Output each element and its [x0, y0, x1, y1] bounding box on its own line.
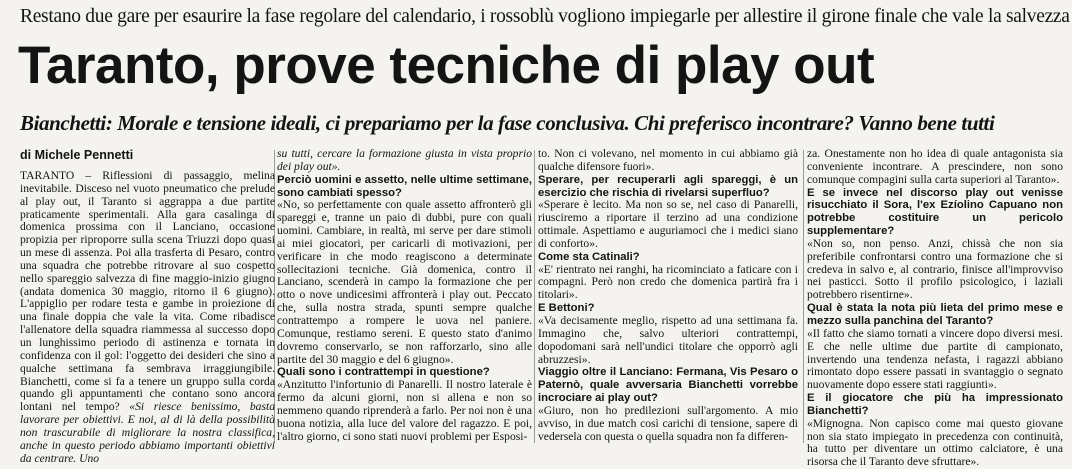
interview-question: E il giocatore che più ha impressionato Bianchetti? [807, 392, 1063, 417]
byline: di Michele Pennetti [20, 148, 134, 162]
article-column-1 [20, 169, 275, 465]
article-paragraph: TARANTO – Riflessioni di passaggio, melina inevitabile. Disceso nel vuoto pneumatico che prelude al play out, il Taranto si aggrappa a due partite praticamente sperimentali. Alla gara casalinga di domenica prossima con il Lanciano, occasione propizia per riproporre sulla scena Triuzzi dopo quasi un mese di assenza. Poi alla trasferta di Pesaro, contro una squadra che potrebbe ritrovare al suo cospetto nello spareggio salvezza di fine maggio-inizio giugno (andata domenica 30 maggio, ritorno il 6 giugno). L'appiglio per rodare testa e gambe in proiezione di una finale doppia che vale la vita. Come ribadisce l'allenatore della squadra riammessa al successo dopo un lunghissimo periodo di astinenza e tornata in confidenza con il gol: l'oggetto dei desideri che sino a qualche settimana fa sembrava irraggiungibile. Bianchetti, come si fa a tenere un gruppo sulla corda quando gli appuntamenti che contano sono ancora lontani nel tempo? «Si riesce benissimo, basta lavorare per obiettivi. E noi, al di là della possibilità non trascurabile di migliorare la nostra classifica, anche in questo periodo abbiamo importanti obiettivi da centrare. Uno [20, 169, 275, 465]
article-column-2 [277, 148, 532, 443]
interview-answer: «Il fatto che siamo tornati a vincere dopo diversi mesi. E che nelle ultime due partite di campionato, invertendo una tendenza nefasta, i ragazzi abbiano rimontato dopo essere passati in svantaggio o segnato nuovamente dopo essere stati raggiunti». [807, 326, 1063, 392]
subheadline: Bianchetti: Morale e tensione ideali, ci prepariamo per la fase conclusiva. Chi preferisco incontrare? Vanno bene tutti [20, 111, 995, 135]
interview-question: Sperare, per recuperarli agli spareggi, è un esercizio che rischia di rivelarsi superfluo? [538, 173, 798, 199]
article-paragraph: su tutti, cercare la formazione giusta in vista proprio dei play out». [277, 147, 532, 173]
interview-answer: «E' rientrato nei ranghi, ha ricominciato a faticare con i compagni. Però non credo che domenica partirà fra i titolari». [538, 262, 798, 302]
headline: Taranto, prove tecniche di play out [18, 36, 875, 95]
interview-question: Come sta Catinali? [538, 250, 640, 263]
column-divider [803, 150, 804, 443]
interview-question: Qual è stata la nota più lieta del primo mese e mezzo sulla panchina del Taranto? [807, 302, 1063, 327]
kicker: Restano due gare per esaurire la fase regolare del calendario, i rossoblù vogliono impiegarle per allestire il girone finale che vale la salvezza [20, 6, 1070, 27]
interview-question: E Bettoni? [538, 302, 595, 315]
column-divider [534, 150, 535, 443]
interview-question: E se invece nel discorso play out venisse risucchiato il Sora, l'ex Ezíolino Capuano non potrebbe costituire un pericolo supplementare? [807, 186, 1063, 238]
interview-answer: «Anzitutto l'infortunio di Panarelli. Il nostro laterale è fermo da alcuni giorni, non si allena e non so nemmeno quando riprenderà a farlo. Per noi non è una buona notizia, alla luce del valore del ragazzo. E poi, l'altro giorno, ci sono stati nuovi problemi per Esposi- [277, 378, 532, 443]
interview-question: Quali sono i contrattempi in questione? [277, 366, 490, 379]
interview-question: Viaggio oltre il Lanciano: Fermana, Vis Pesaro o Paternò, quale avversaria Bianchetti vorrebbe incrociare ai play out? [538, 366, 798, 405]
interview-answer: «Sperare è lecito. Ma non so se, nel caso di Panarelli, riusciremo a riportare il terzino ad una condizione ottimale. Aspettiamo e auguriamoci che i medici siano di conforto». [538, 198, 798, 250]
interview-answer: «No, so perfettamente con quale assetto affronterò gli spareggi e, tranne un paio di dubbi, pure con quali uomini. Cambiare, in realtà, mi serve per dare stimoli ai miei giocatori, per caricarli di motivazioni, per verificare in che modo reagiscono a determinate sollecitazioni tecniche. Già domenica, contro il Lanciano, scenderà in campo la formazione che per otto o nove undicesimi affronterà i play out. Peccato che, sulla nostra strada, spunti sempre qualche contrattempo a rompere le uova nel paniere. Comunque, restiamo sereni. E questo stato d'animo dovremo conservarlo, se non rafforzarlo, sino alle partite del 30 maggio e del 6 giugno». [277, 198, 532, 366]
article-paragraph: za. Onestamente non ho idea di quale antagonista sia conveniente incontrare. A prescindere, non sono comunque compagini sulla carta superiori al Taranto». [807, 147, 1063, 186]
article-column-3 [538, 148, 798, 443]
article-paragraph: to. Non ci volevano, nel momento in cui abbiamo già qualche difensore fuori». [538, 147, 798, 173]
interview-answer: «Giuro, non ho predilezioni sull'argomento. A mio avviso, in due match così carichi di tensione, sapere di vedersela con questa o quella squadra non fa differen- [538, 403, 798, 443]
interview-question: Perciò uomini e assetto, nelle ultime settimane, sono cambiati spesso? [277, 173, 532, 199]
interview-answer: «Non so, non penso. Anzi, chissà che non sia preferibile confrontarsi contro una formazione che si credeva in salvo e, al contrario, finisce all'improvviso nei pasticci. Sotto il profilo psicologico, i laziali potrebbero risentirne». [807, 236, 1063, 302]
interview-answer: «Va decisamente meglio, rispetto ad una settimana fa. Immagino che, salvo ulteriori contrattempi, dopodomani sarà nell'undici titolare che opporrò agli abruzzesi». [538, 313, 798, 366]
interview-answer: «Mignogna. Non capisco come mai questo giovane non sia stato impiegato in precedenza con continuità, ha tutto per diventare un ottimo calciatore, è una risorsa che il Taranto deve sfruttare». [807, 416, 1063, 469]
article-column-4 [807, 147, 1063, 469]
